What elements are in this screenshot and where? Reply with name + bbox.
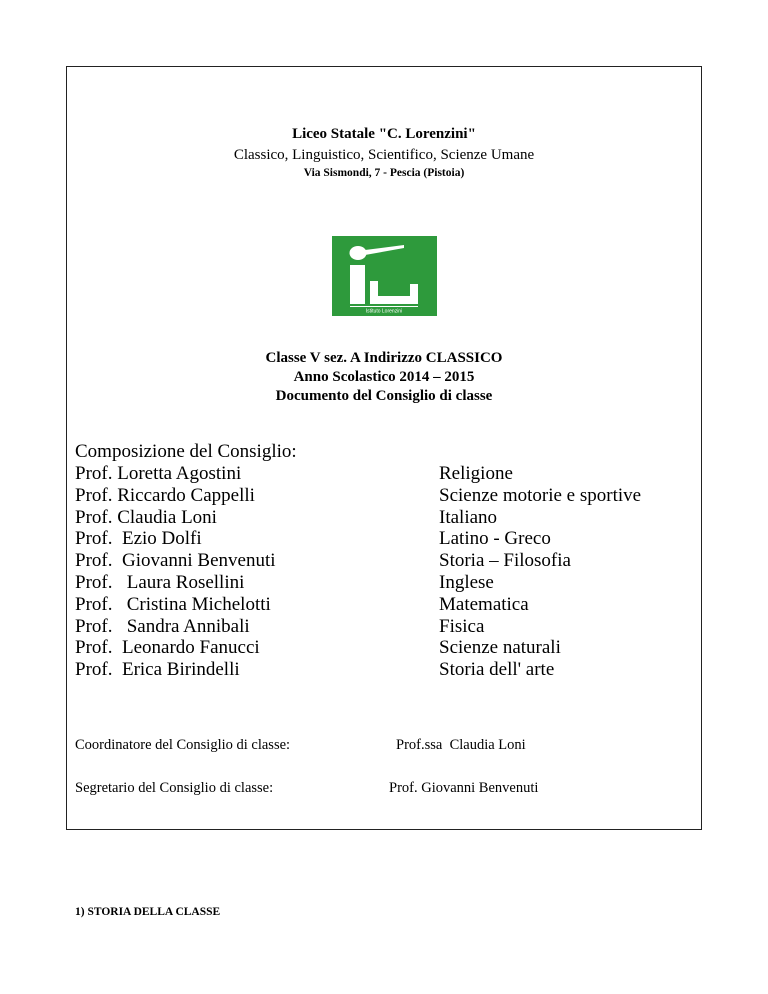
member-subject: Scienze naturali [439, 637, 561, 659]
member-name: Prof. Cristina Michelotti [75, 593, 271, 615]
council-heading: Composizione del Consiglio: [75, 441, 297, 462]
council-subjects-list [439, 463, 641, 681]
member-name: Prof. Laura Rosellini [75, 571, 245, 593]
council-members-list [75, 463, 276, 681]
logo-text: Istituto Lorenzini [365, 308, 403, 315]
school-name: Liceo Statale "C. Lorenzini" [292, 126, 476, 142]
member-name: Prof. Ezio Dolfi [75, 528, 202, 550]
member-subject: Scienze motorie e sportive [439, 484, 642, 506]
member-subject: Religione [439, 463, 513, 484]
member-name: Prof. Claudia Loni [75, 506, 217, 528]
secretary-name: Prof. Giovanni Benvenuti [389, 780, 539, 796]
coordinator-label: Coordinatore del Consiglio di classe: [75, 737, 291, 753]
member-name: Prof. Erica Birindelli [75, 659, 240, 681]
istituto-lorenzini-logo-icon [332, 236, 437, 316]
member-name: Prof. Sandra Annibali [75, 615, 250, 637]
member-name: Prof. Leonardo Fanucci [75, 637, 260, 659]
school-year: Anno Scolastico 2014 – 2015 [293, 369, 475, 385]
member-subject: Storia dell' arte [439, 659, 555, 681]
secretary-label: Segretario del Consiglio di classe: [75, 780, 274, 796]
member-subject: Storia – Filosofia [439, 550, 571, 572]
section-heading: 1) STORIA DELLA CLASSE [75, 906, 221, 918]
coordinator-name: Prof.ssa Claudia Loni [396, 737, 526, 753]
document-title: Documento del Consiglio di classe [275, 388, 493, 404]
school-address: Via Sismondi, 7 - Pescia (Pistoia) [303, 167, 465, 179]
member-name: Prof. Giovanni Benvenuti [75, 550, 276, 572]
member-subject: Matematica [439, 593, 529, 615]
member-subject: Latino - Greco [439, 528, 551, 550]
member-name: Prof. Loretta Agostini [75, 463, 242, 484]
member-subject: Fisica [439, 615, 485, 637]
member-subject: Italiano [439, 506, 498, 528]
class-line: Classe V sez. A Indirizzo CLASSICO [265, 350, 503, 366]
school-types: Classico, Linguistico, Scientifico, Scienze Umane [233, 147, 535, 163]
member-name: Prof. Riccardo Cappelli [75, 484, 255, 506]
member-subject: Inglese [439, 571, 494, 593]
